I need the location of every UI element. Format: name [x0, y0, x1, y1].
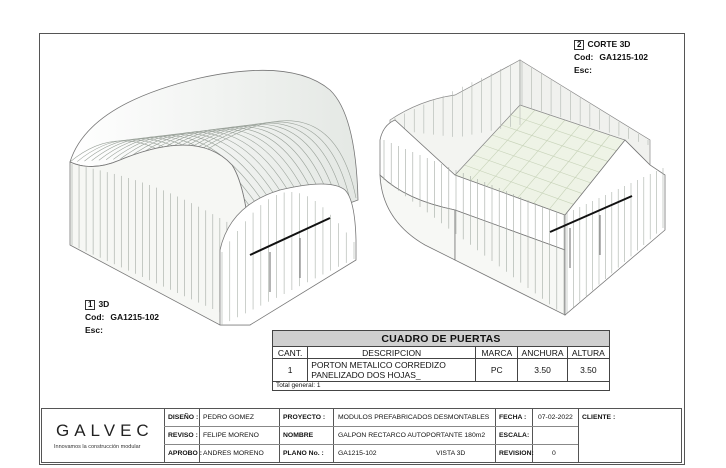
- proyecto-value: MODULOS PREFABRICADOS DESMONTABLES: [338, 414, 490, 421]
- building-3d-view: [70, 70, 358, 325]
- company-logo: [42, 409, 165, 462]
- cell-anchura: 3.50: [518, 359, 567, 382]
- view-2-scale: Esc:: [574, 65, 592, 75]
- fecha-label: FECHA :: [499, 414, 527, 421]
- logo-wordmark: GALVEC: [56, 421, 154, 440]
- cell-descripcion: PORTON METALICO CORREDIZO PANELIZADO DOS HOJAS_: [308, 359, 476, 382]
- table-row: [273, 359, 610, 382]
- aprobo-label: APROBO :: [168, 450, 202, 457]
- logo-tagline: Innovamos la construcción modular: [54, 444, 141, 450]
- fecha-value: 07-02-2022: [538, 414, 573, 421]
- diseno-label: DISEÑO :: [168, 414, 199, 421]
- plano-value: GA1215-102: [338, 450, 377, 457]
- view-1-number: 1: [85, 300, 95, 310]
- escala-label: ESCALA:: [499, 432, 530, 439]
- view-1-name: 3D: [98, 299, 110, 309]
- building-section-3d-view: [380, 60, 665, 315]
- cliente-label: CLIENTE :: [582, 414, 616, 421]
- plano-label: PLANO No. :: [283, 450, 324, 457]
- view-2-name: CORTE 3D: [587, 39, 631, 49]
- nombre-value: GALPON RECTARCO AUTOPORTANTE 180m2: [338, 432, 486, 439]
- revision-value: 0: [552, 450, 556, 457]
- vista-value: VISTA 3D: [436, 450, 466, 457]
- col-altura: ALTURA: [567, 347, 609, 359]
- reviso-label: REVISO :: [168, 432, 198, 439]
- view-2-code: Cod: GA1215-102: [574, 52, 649, 62]
- aprobo-value: ANDRES MORENO: [203, 450, 264, 457]
- cell-marca: PC: [476, 359, 518, 382]
- door-schedule-title: CUADRO DE PUERTAS: [273, 331, 610, 347]
- view-1-scale: Esc:: [85, 325, 103, 335]
- col-cant: CANT.: [273, 347, 308, 359]
- cell-cant: 1: [273, 359, 308, 382]
- diseno-value: PEDRO GOMEZ: [203, 414, 254, 421]
- view-2-number: 2: [574, 40, 584, 50]
- title-block: [41, 408, 682, 463]
- revision-label: REVISION:: [499, 450, 534, 457]
- col-anchura: ANCHURA: [518, 347, 567, 359]
- door-schedule-total: Total general: 1: [273, 382, 610, 391]
- reviso-value: FELIPE MORENO: [203, 432, 259, 439]
- view-1-label: [85, 299, 109, 310]
- proyecto-label: PROYECTO :: [283, 414, 326, 421]
- door-schedule-table: [272, 330, 610, 391]
- nombre-label: NOMBRE: [283, 432, 314, 439]
- view-2-label: [574, 39, 630, 50]
- cell-altura: 3.50: [567, 359, 609, 382]
- view-1-code: Cod: GA1215-102: [85, 312, 160, 322]
- col-descripcion: DESCRIPCION: [308, 347, 476, 359]
- col-marca: MARCA: [476, 347, 518, 359]
